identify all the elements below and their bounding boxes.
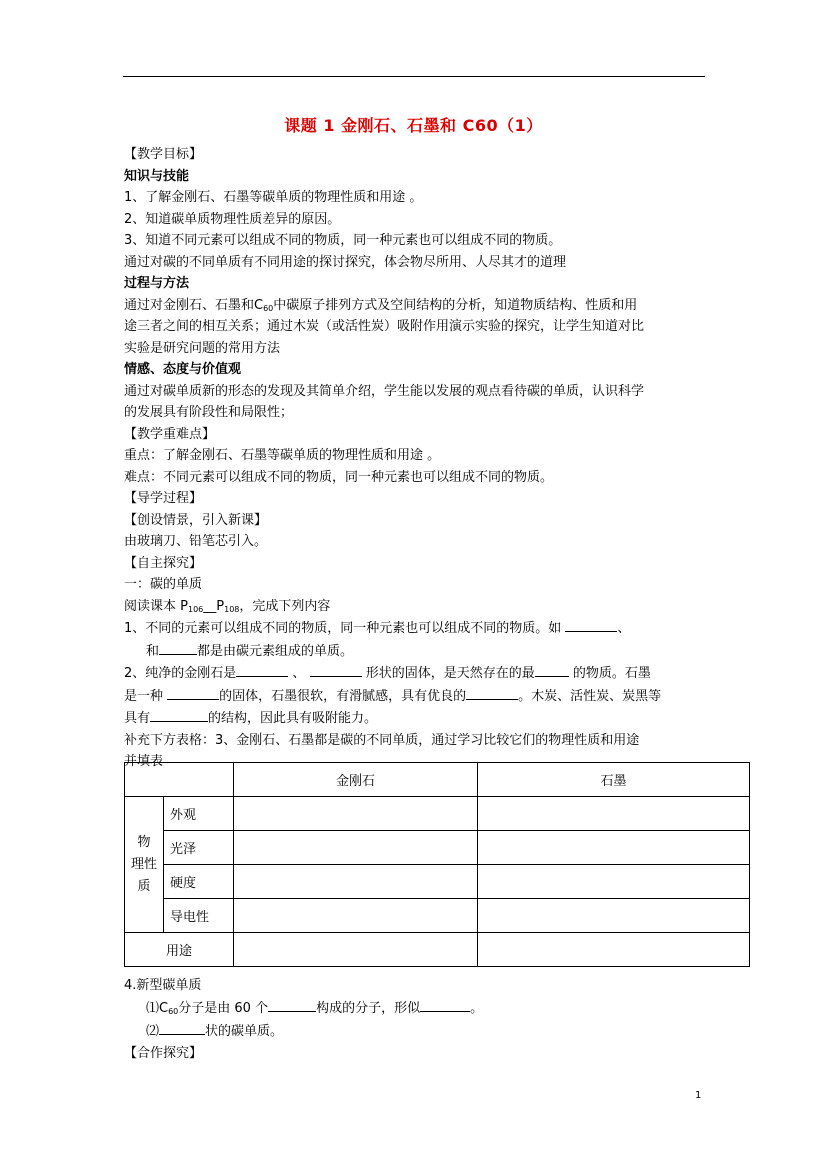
- text-line: 补充下方表格：3、金刚石、石墨都是碳的不同单质，通过学习比较它们的物理性质和用途: [124, 732, 640, 748]
- fill-blank[interactable]: [236, 662, 288, 677]
- fill-blank[interactable]: [150, 707, 208, 722]
- text-line: 一：碳的单质: [124, 577, 203, 592]
- table-row: [125, 933, 750, 967]
- text-line: 的发展具有阶段性和局限性；: [124, 405, 294, 420]
- table-corner-cell: [125, 763, 234, 797]
- table-answer-cell[interactable]: [234, 865, 478, 899]
- text-line: 4.新型碳单质: [124, 978, 202, 993]
- section-heading: 【教学重难点】: [124, 426, 216, 442]
- table-header-graphite: 石墨: [478, 763, 750, 797]
- fill-blank[interactable]: [565, 617, 617, 632]
- section-heading: 【合作探究】: [124, 1046, 203, 1061]
- text-line: 是一种 的固体，石墨很软，有滑腻感，具有优良的 。木炭、活性炭、炭黑等: [124, 685, 706, 708]
- table-category-cell: 物 理性质: [125, 797, 164, 933]
- text-line: 3、知道不同元素可以组成不同的物质，同一种元素也可以组成不同的物质。: [124, 233, 562, 248]
- table-answer-cell[interactable]: [478, 899, 750, 933]
- text-line: 和 都是由碳元素组成的单质。: [124, 640, 706, 663]
- table-row: [125, 899, 750, 933]
- text-line: 并填表: [124, 754, 164, 769]
- text-line: 1、不同的元素可以组成不同的物质，同一种元素也可以组成不同的物质。如 、: [124, 617, 706, 640]
- text-line: 具有 的结构，因此具有吸附能力。: [124, 707, 706, 730]
- document-body: [124, 144, 706, 773]
- fill-blank[interactable]: [268, 997, 316, 1012]
- page-title: 课题 1 金刚石、石墨和 C60（1）: [284, 116, 543, 135]
- table-answer-cell[interactable]: [478, 797, 750, 831]
- text-line: 难点：不同元素可以组成不同的物质，同一种元素也可以组成不同的物质。: [124, 469, 554, 485]
- table-answer-cell[interactable]: [234, 831, 478, 865]
- table-header-diamond: 金刚石: [234, 763, 478, 797]
- section-heading: 【创设情景，引入新课】: [124, 512, 268, 528]
- fill-blank[interactable]: [466, 685, 518, 700]
- fill-blank[interactable]: [420, 997, 470, 1012]
- table-row: [125, 865, 750, 899]
- fill-blank[interactable]: [310, 662, 362, 677]
- fill-blank[interactable]: [159, 640, 197, 655]
- text-line: 通过对金刚石、石墨和$C_{60}$中碳原子排列方式及空间结构的分析，知道物质结构、性质和用: [124, 297, 638, 313]
- section-heading: 【自主探究】: [124, 555, 203, 571]
- text-line: 1、了解金刚石、石墨等碳单质的物理性质和用途 。: [124, 190, 423, 205]
- fill-blank[interactable]: [535, 662, 569, 677]
- text-line: ⑵ 状的碳单质。: [124, 1020, 706, 1043]
- table-header-row: [125, 763, 750, 797]
- table-answer-cell[interactable]: [478, 933, 750, 967]
- fill-blank[interactable]: [159, 1020, 205, 1035]
- subsection-heading: 知识与技能: [124, 168, 190, 184]
- subsection-heading: 情感、态度与价值观: [124, 362, 242, 377]
- section-heading: 【导学过程】: [124, 491, 203, 506]
- table-row-label: 导电性: [164, 899, 234, 933]
- text-line: 途三者之间的相互关系；通过木炭（或活性炭）吸附作用演示实验的探究，让学生知道对比: [124, 319, 645, 334]
- fill-blank[interactable]: [167, 685, 219, 700]
- table-row: [125, 797, 750, 831]
- text-line: 2、知道碳单质物理性质差异的原因。: [124, 211, 341, 227]
- text-line: $⑴C_{60}$分子是由 60 个 构成的分子，形似 。: [124, 997, 706, 1020]
- section-heading: 【教学目标】: [124, 147, 203, 162]
- text-line: 通过对碳的不同单质有不同用途的探讨探究，体会物尽所用、人尽其才的道理: [124, 254, 567, 270]
- table-row: [125, 831, 750, 865]
- table-answer-cell[interactable]: [234, 899, 478, 933]
- table-answer-cell[interactable]: [234, 797, 478, 831]
- subsection-heading: 过程与方法: [124, 276, 190, 291]
- header-rule: [123, 76, 705, 77]
- properties-table: [124, 762, 750, 967]
- table-row-label: 硬度: [164, 865, 234, 899]
- table-answer-cell[interactable]: [478, 831, 750, 865]
- text-line: 2、纯净的金刚石是 、 形状的固体，是天然存在的最 的物质。石墨: [124, 662, 706, 685]
- document-body-continued: [124, 975, 706, 1065]
- text-line: 实验是研究问题的常用方法: [124, 340, 281, 356]
- text-line: 重点：了解金刚石、石墨等碳单质的物理性质和用途 。: [124, 448, 441, 463]
- table-row-label: 外观: [164, 797, 234, 831]
- text-line: 通过对碳单质新的形态的发现及其简单介绍，学生能以发展的观点看待碳的单质，认识科学: [124, 383, 645, 399]
- text-line: 由玻璃刀、铅笔芯引入。: [124, 534, 268, 549]
- page-number: 1: [695, 1090, 702, 1101]
- table-answer-cell[interactable]: [478, 865, 750, 899]
- table-answer-cell[interactable]: [234, 933, 478, 967]
- table-row-label: 光泽: [164, 831, 234, 865]
- text-line: 阅读课本 $P_{106}\_\_P_{108}$，完成下列内容: [124, 598, 331, 614]
- table-row-label: 用途: [125, 933, 234, 967]
